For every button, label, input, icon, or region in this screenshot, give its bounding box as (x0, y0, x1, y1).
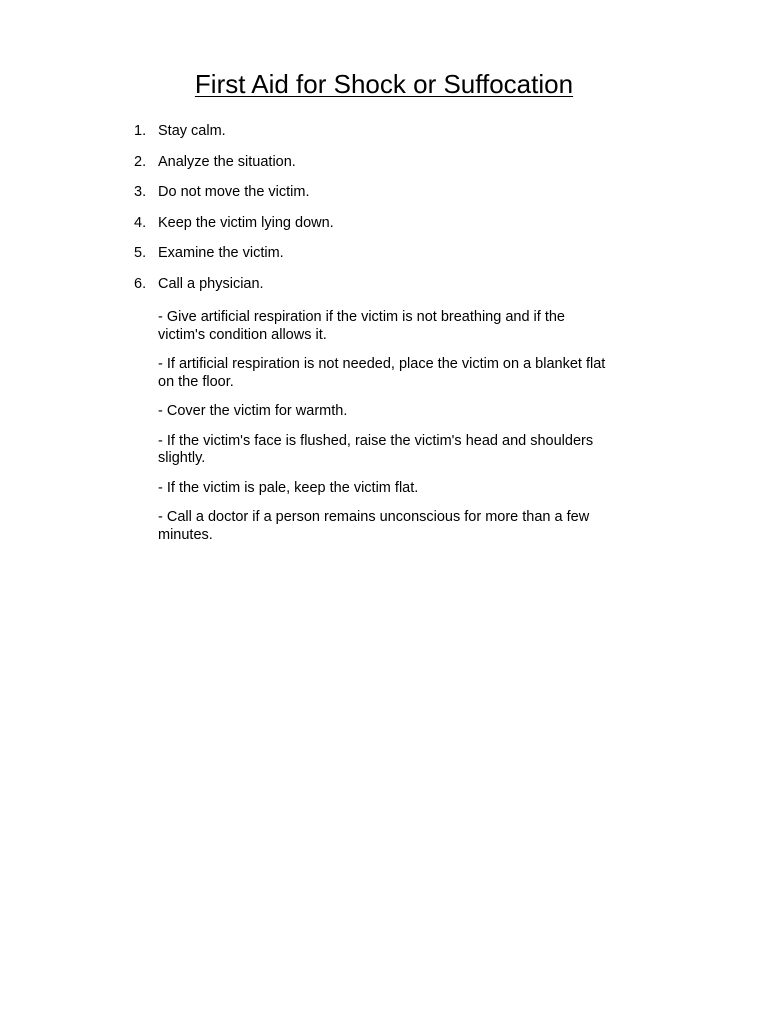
step-number: 3. (134, 184, 147, 201)
step-item (134, 213, 614, 244)
note-item: - Call a doctor if a person remains unconscious for more than a few minutes. (158, 509, 590, 543)
step-text: Analyze the situation. (158, 153, 296, 170)
step-text: Stay calm. (158, 123, 226, 139)
note-item: - If artificial respiration is not needed, place the victim on a blanket flat on the floor. (158, 356, 606, 390)
physician-notes (158, 309, 613, 556)
step-number: 5. (134, 245, 147, 262)
step-text: Call a physician. (158, 275, 264, 292)
step-item (134, 152, 614, 183)
step-number: 4. (134, 214, 147, 231)
note-item: - If the victim's face is flushed, raise the victim's head and shoulders slightly. (158, 432, 594, 466)
step-number: 2. (134, 153, 147, 170)
page-title (0, 68, 768, 100)
note-item: - Cover the victim for warmth. (158, 403, 348, 419)
note-item: - If the victim is pale, keep the victim flat. (158, 479, 419, 496)
step-item (134, 274, 614, 305)
page-title-text: First Aid for Shock or Suffocation (194, 69, 574, 99)
step-text: Examine the victim. (158, 245, 284, 262)
step-item (134, 182, 614, 213)
step-item (134, 243, 614, 274)
step-number: 1. (134, 123, 147, 139)
note-item: - Give artificial respiration if the victim is not breathing and if the victim's condition allows it. (158, 309, 565, 343)
step-item (134, 121, 614, 152)
step-text: Keep the victim lying down. (158, 214, 334, 231)
step-number: 6. (134, 275, 147, 292)
step-text: Do not move the victim. (158, 184, 310, 201)
steps-list (134, 121, 614, 305)
